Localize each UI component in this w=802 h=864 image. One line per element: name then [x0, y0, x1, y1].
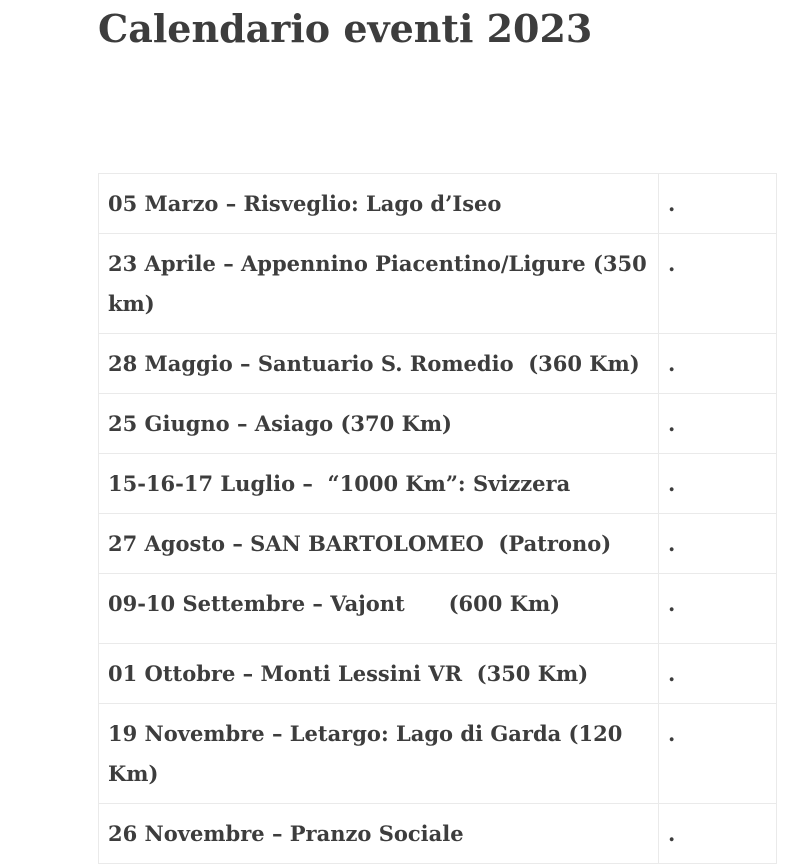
- table-row: [99, 454, 777, 514]
- table-row: [99, 514, 777, 574]
- table-row: [99, 644, 777, 704]
- event-description: 01 Ottobre – Monti Lessini VR (350 Km): [99, 644, 659, 704]
- event-description: 28 Maggio – Santuario S. Romedio (360 Km): [99, 334, 659, 394]
- event-note: .: [659, 334, 777, 394]
- page-title: Calendario eventi 2023: [98, 6, 593, 51]
- event-description: 05 Marzo – Risveglio: Lago d’Iseo: [99, 174, 659, 234]
- table-row: [99, 334, 777, 394]
- table-row: [99, 574, 777, 644]
- table-row: [99, 174, 777, 234]
- event-description: 23 Aprile – Appennino Piacentino/Ligure (350 km): [99, 234, 659, 334]
- table-row: [99, 234, 777, 334]
- event-description: 27 Agosto – SAN BARTOLOMEO (Patrono): [99, 514, 659, 574]
- event-note: .: [659, 704, 777, 804]
- table-row: [99, 804, 777, 864]
- table-row: [99, 394, 777, 454]
- event-note: .: [659, 574, 777, 644]
- event-note: .: [659, 234, 777, 334]
- event-note: .: [659, 394, 777, 454]
- event-note: .: [659, 174, 777, 234]
- event-note: .: [659, 644, 777, 704]
- table-row: [99, 704, 777, 804]
- event-description: 15-16-17 Luglio – “1000 Km”: Svizzera: [99, 454, 659, 514]
- event-description: 25 Giugno – Asiago (370 Km): [99, 394, 659, 454]
- event-note: .: [659, 454, 777, 514]
- event-description: 19 Novembre – Letargo: Lago di Garda (120 Km): [99, 704, 659, 804]
- events-table: [98, 173, 777, 864]
- event-description: 26 Novembre – Pranzo Sociale: [99, 804, 659, 864]
- event-note: .: [659, 804, 777, 864]
- event-description: 09-10 Settembre – Vajont (600 Km): [99, 574, 659, 644]
- event-note: .: [659, 514, 777, 574]
